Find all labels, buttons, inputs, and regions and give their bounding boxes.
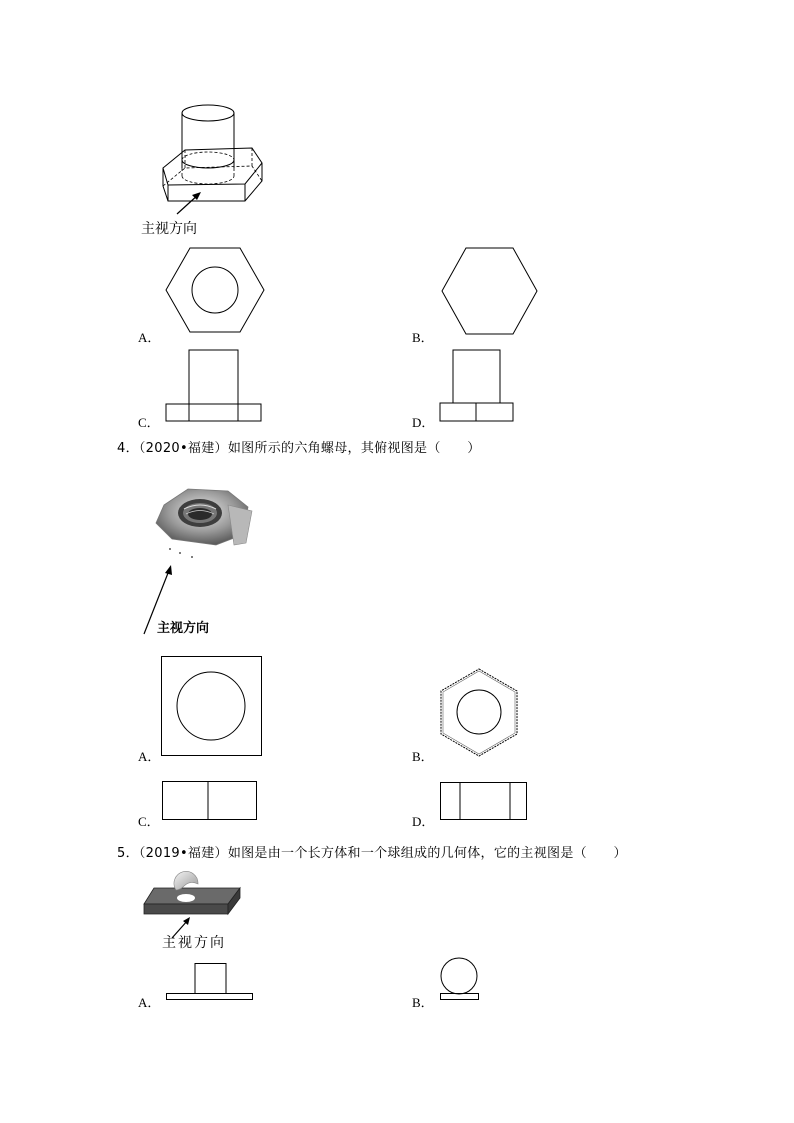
q5-stem: （2019•福建）如图是由一个长方体和一个球组成的几何体，它的主视图是（ ） <box>138 846 627 861</box>
q4-option-a-label[interactable]: A． <box>138 749 161 764</box>
q5-number: 5． <box>117 846 139 861</box>
q5-option-a-label[interactable]: A． <box>138 995 161 1010</box>
q5-option-b-label[interactable]: B． <box>412 995 434 1010</box>
q3-option-d-label[interactable]: D． <box>412 415 435 430</box>
q3-option-b-label[interactable]: B． <box>412 330 434 345</box>
q4-option-d-label[interactable]: D． <box>412 814 435 829</box>
q4-stem: （2020•福建）如图所示的六角螺母，其俯视图是（ ） <box>138 441 481 456</box>
q5-option-b-figure <box>438 957 484 1003</box>
q3-option-c-label[interactable]: C． <box>138 415 160 430</box>
q4-hex-nut-image <box>150 483 270 563</box>
q4-question-text <box>117 437 481 456</box>
q4-view-direction-label: 主视方向 <box>157 621 210 636</box>
q4-option-d-figure <box>440 782 530 824</box>
q4-option-b-label[interactable]: B． <box>412 749 434 764</box>
q3-option-a-label[interactable]: A． <box>138 330 161 345</box>
q3-option-c-figure <box>166 350 266 425</box>
q3-option-a-figure <box>165 248 265 338</box>
q3-view-direction-label: 主视方向 <box>141 221 197 237</box>
q4-option-c-label[interactable]: C． <box>138 814 160 829</box>
q4-number: 4． <box>117 441 139 456</box>
q3-option-d-figure <box>440 350 520 425</box>
q5-option-a-figure <box>166 963 256 1003</box>
q5-question-text <box>117 842 627 861</box>
q4-option-b-figure <box>440 668 520 758</box>
q4-option-a-figure <box>161 656 263 758</box>
q4-option-c-figure <box>162 781 258 823</box>
q3-option-b-figure <box>441 248 541 338</box>
q5-view-direction-label: 主视方向 <box>162 935 226 951</box>
